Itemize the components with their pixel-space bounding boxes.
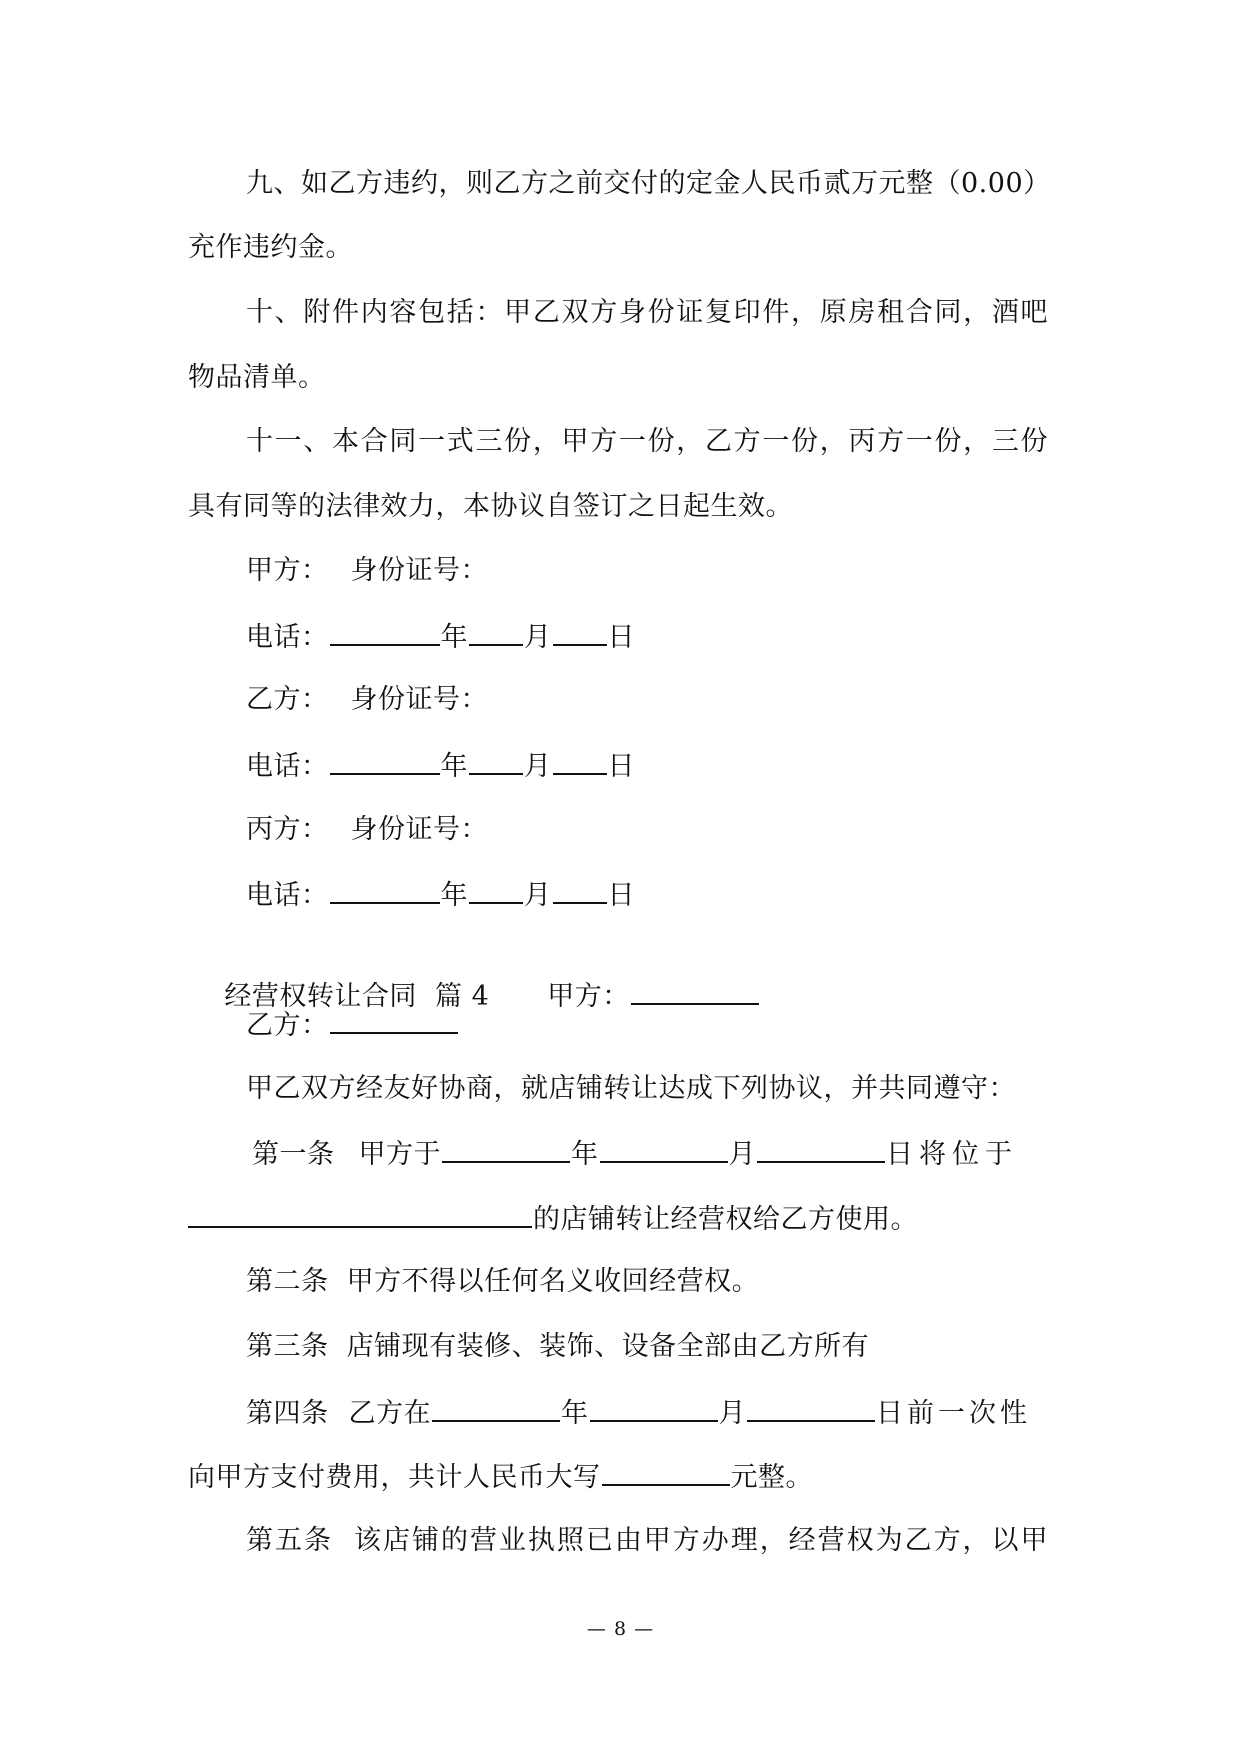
signature-date-party-a [246, 618, 635, 656]
article-10-line-1: 十、附件内容包括：甲乙双方身份证复印件，原房租合同，酒吧 [246, 297, 1048, 328]
phone-blank[interactable] [330, 618, 440, 646]
month-blank[interactable] [469, 618, 523, 646]
party-label: 乙方： [246, 684, 329, 715]
article-1-month-label: 月 [728, 1139, 756, 1170]
article-1-text-a: 甲方于 [358, 1139, 441, 1170]
article-1-text-b: 日将位于 [886, 1139, 1018, 1170]
article-11-line-1: 十一、本合同一式三份，甲方一份，乙方一份，丙方一份，三份 [246, 426, 1048, 457]
phone-label: 电话： [246, 622, 329, 653]
month-label: 月 [524, 880, 552, 911]
article-4-line-2 [188, 1458, 813, 1496]
article-4-line-1 [246, 1394, 1031, 1432]
month-blank[interactable] [469, 747, 523, 775]
month-label: 月 [524, 751, 552, 782]
article-1-year-blank[interactable] [442, 1135, 570, 1163]
contract-4-party-b-line [246, 1006, 459, 1044]
article-4-amount-blank[interactable] [602, 1458, 730, 1486]
article-1-month-blank[interactable] [600, 1135, 728, 1163]
contract-4-title: 经营权转让合同 篇 4 [224, 981, 490, 1012]
article-4-text-c: 向甲方支付费用，共计人民币大写 [188, 1462, 601, 1493]
article-5-line-1: 第五条 该店铺的营业执照已由甲方办理，经营权为乙方，以甲 [246, 1525, 1048, 1556]
article-1-line-2 [188, 1200, 918, 1238]
party-a-blank[interactable] [631, 977, 759, 1005]
phone-blank[interactable] [330, 876, 440, 904]
day-label: 日 [607, 622, 635, 653]
phone-label: 电话： [246, 880, 329, 911]
article-4-year-blank[interactable] [432, 1394, 560, 1422]
signature-date-party-b [246, 747, 635, 785]
party-b-label: 乙方： [246, 1010, 329, 1041]
id-number-label: 身份证号： [350, 555, 488, 586]
article-3: 第三条 店铺现有装修、装饰、设备全部由乙方所有 [246, 1331, 870, 1362]
signature-party-a [246, 553, 488, 589]
article-9-line-1: 九、如乙方违约，则乙方之前交付的定金人民币贰万元整（0.00） [246, 168, 1051, 199]
contract-4-intro: 甲乙双方经友好协商，就店铺转让达成下列协议，并共同遵守： [246, 1073, 1016, 1104]
article-1-year-label: 年 [571, 1139, 599, 1170]
article-1-label: 第一条 [252, 1139, 335, 1170]
article-11-line-2: 具有同等的法律效力，本协议自签订之日起生效。 [188, 491, 793, 522]
article-4-year-label: 年 [561, 1398, 589, 1429]
page-number: — 8 — [586, 1618, 655, 1640]
article-4-day-blank[interactable] [747, 1394, 875, 1422]
day-label: 日 [607, 751, 635, 782]
article-4-text-d: 元整。 [730, 1462, 813, 1493]
signature-party-b [246, 682, 488, 718]
year-label: 年 [440, 880, 468, 911]
party-label: 丙方： [246, 814, 329, 845]
month-blank[interactable] [469, 876, 523, 904]
article-4-label: 第四条 [246, 1398, 329, 1429]
year-label: 年 [440, 622, 468, 653]
phone-blank[interactable] [330, 747, 440, 775]
article-4-text-b: 日前一次性 [876, 1398, 1031, 1429]
article-1-address-blank[interactable] [188, 1200, 532, 1228]
party-b-blank[interactable] [330, 1006, 458, 1034]
signature-party-c [246, 812, 488, 848]
article-1-line-1 [252, 1135, 1018, 1173]
party-a-label: 甲方： [547, 981, 630, 1012]
article-2: 第二条 甲方不得以任何名义收回经营权。 [246, 1266, 760, 1297]
id-number-label: 身份证号： [350, 684, 488, 715]
day-blank[interactable] [553, 618, 607, 646]
day-blank[interactable] [553, 747, 607, 775]
article-1-text-c: 的店铺转让经营权给乙方使用。 [533, 1204, 918, 1235]
phone-label: 电话： [246, 751, 329, 782]
year-label: 年 [440, 751, 468, 782]
party-label: 甲方： [246, 555, 329, 586]
article-4-month-blank[interactable] [590, 1394, 718, 1422]
article-1-day-blank[interactable] [757, 1135, 885, 1163]
article-4-text-a: 乙方在 [348, 1398, 431, 1429]
month-label: 月 [524, 622, 552, 653]
article-9-line-2: 充作违约金。 [188, 232, 353, 263]
id-number-label: 身份证号： [350, 814, 488, 845]
signature-date-party-c [246, 876, 635, 914]
article-4-month-label: 月 [718, 1398, 746, 1429]
article-10-line-2: 物品清单。 [188, 362, 326, 393]
day-label: 日 [607, 880, 635, 911]
day-blank[interactable] [553, 876, 607, 904]
